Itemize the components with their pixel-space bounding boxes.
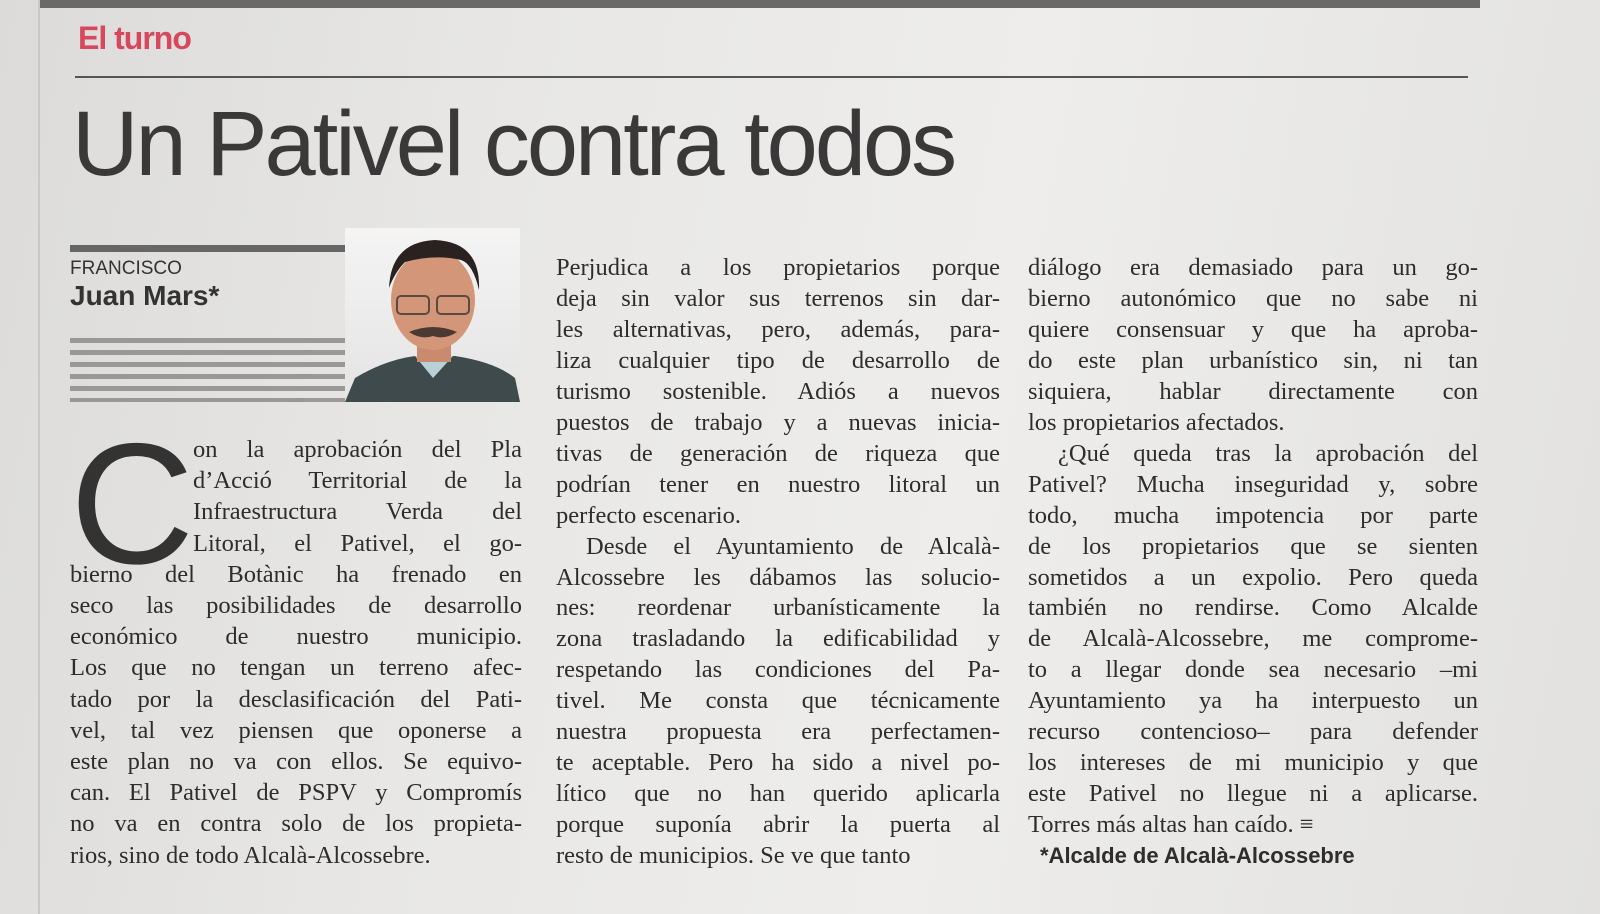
article-line: zona trasladando la edificabilidad y <box>556 625 1000 653</box>
article-line: este Pativel no llegue ni a aplicarse. <box>1028 780 1478 808</box>
author-signature: *Alcalde de Alcalà-Alcossebre <box>1040 843 1355 868</box>
article-line: no va en contra solo de los propieta- <box>70 810 522 838</box>
article-line: Ayuntamiento ya ha interpuesto un <box>1028 687 1478 715</box>
article-line: Torres más altas han caído. ≡ <box>1028 811 1314 839</box>
author-photo <box>345 228 520 402</box>
article-line: d’Acció Territorial de la <box>193 467 522 495</box>
article-line: turismo sostenible. Adiós a nuevos <box>556 377 1000 405</box>
article-line: diálogo era demasiado para un go- <box>1028 254 1478 281</box>
article-line: vel, tal vez piensen que oponerse a <box>70 716 522 744</box>
article-line: respetando las condiciones del Pa- <box>556 656 1000 684</box>
article-line: Desde el Ayuntamiento de Alcalà- <box>586 532 1000 560</box>
article-line: puestos de trabajo y a nuevas inicia- <box>556 408 1000 436</box>
article-line: deja sin valor sus terrenos sin dar- <box>556 284 1000 312</box>
article-line: Litoral, el Pativel, el go- <box>193 529 522 557</box>
drop-cap: C <box>70 408 195 600</box>
article-line: los propietarios afectados. <box>1028 408 1285 436</box>
article-line: bierno autonómico que no sabe ni <box>1028 284 1478 312</box>
article-line: podrían tener en nuestro litoral un <box>556 470 1000 498</box>
article-line: de Alcalà-Alcossebre, me comprome- <box>1028 625 1478 653</box>
article-line: quiere consensuar y que ha aproba- <box>1028 315 1478 343</box>
article-line: on la aprobación del Pla <box>193 436 522 463</box>
article-line: recurso contencioso– para defender <box>1028 718 1478 746</box>
article-line: ¿Qué queda tras la aprobación del <box>1058 439 1478 467</box>
article-line: liza cualquier tipo de desarrollo de <box>556 346 1000 374</box>
article-line: can. El Pativel de PSPV y Compromís <box>70 779 522 807</box>
article-line: Los que no tengan un terreno afec- <box>70 654 522 682</box>
article-line: este plan no va con ellos. Se equivo- <box>70 748 522 775</box>
article-line: bierno del Botànic ha frenado en <box>70 560 522 588</box>
author-name: Juan Mars* <box>70 280 220 311</box>
article-line: les alternativas, pero, además, para- <box>556 315 1000 343</box>
page-fold <box>38 0 40 914</box>
article-line: Perjudica a los propietarios porque <box>556 254 1000 281</box>
author-first-name: FRANCISCO <box>70 258 182 279</box>
article-line: todo, mucha impotencia por parte <box>1028 501 1478 529</box>
top-border <box>40 0 1480 8</box>
article-line: to a llegar donde sea necesario –mi <box>1028 656 1478 684</box>
article-line: Pativel? Mucha inseguridad y, sobre <box>1028 470 1478 498</box>
article-line: nes: reordenar urbanísticamente la <box>556 594 1000 622</box>
article-line: perfecto escenario. <box>556 501 741 529</box>
article-line: Alcossebre les dábamos las solucio- <box>556 563 1000 591</box>
article-line: también no rendirse. Como Alcalde <box>1028 594 1478 622</box>
article-line: de los propietarios que se sienten <box>1028 532 1478 560</box>
headline: Un Pativel contra todos <box>72 93 955 195</box>
article-line: porque suponía abrir la puerta al <box>556 811 1000 839</box>
section-label: El turno <box>78 20 191 56</box>
article-line: te aceptable. Pero ha sido a nivel po- <box>556 749 1000 777</box>
article-line: los intereses de mi municipio y que <box>1028 749 1478 777</box>
article-line: rios, sino de todo Alcalà-Alcossebre. <box>70 841 431 869</box>
article-line: tivel. Me consta que técnicamente <box>556 687 1000 715</box>
article-line: resto de municipios. Se ve que tanto <box>556 842 911 870</box>
article-line: seco las posibilidades de desarrollo <box>70 592 522 619</box>
article-line: nuestra propuesta era perfectamen- <box>556 718 1000 746</box>
article-line: tivas de generación de riqueza que <box>556 439 1000 467</box>
article-line: económico de nuestro municipio. <box>70 623 522 651</box>
article-line: lítico que no han querido aplicarla <box>556 780 1000 808</box>
article-line: sometidos a un expolio. Pero queda <box>1028 563 1478 591</box>
article-line: siquiera, hablar directamente con <box>1028 377 1478 405</box>
article-line: do este plan urbanístico sin, ni tan <box>1028 346 1478 374</box>
header-divider <box>75 76 1468 78</box>
author-stripes <box>70 338 360 402</box>
article-line: tado por la desclasificación del Pati- <box>70 685 522 713</box>
article-line: Infraestructura Verda del <box>193 498 522 526</box>
